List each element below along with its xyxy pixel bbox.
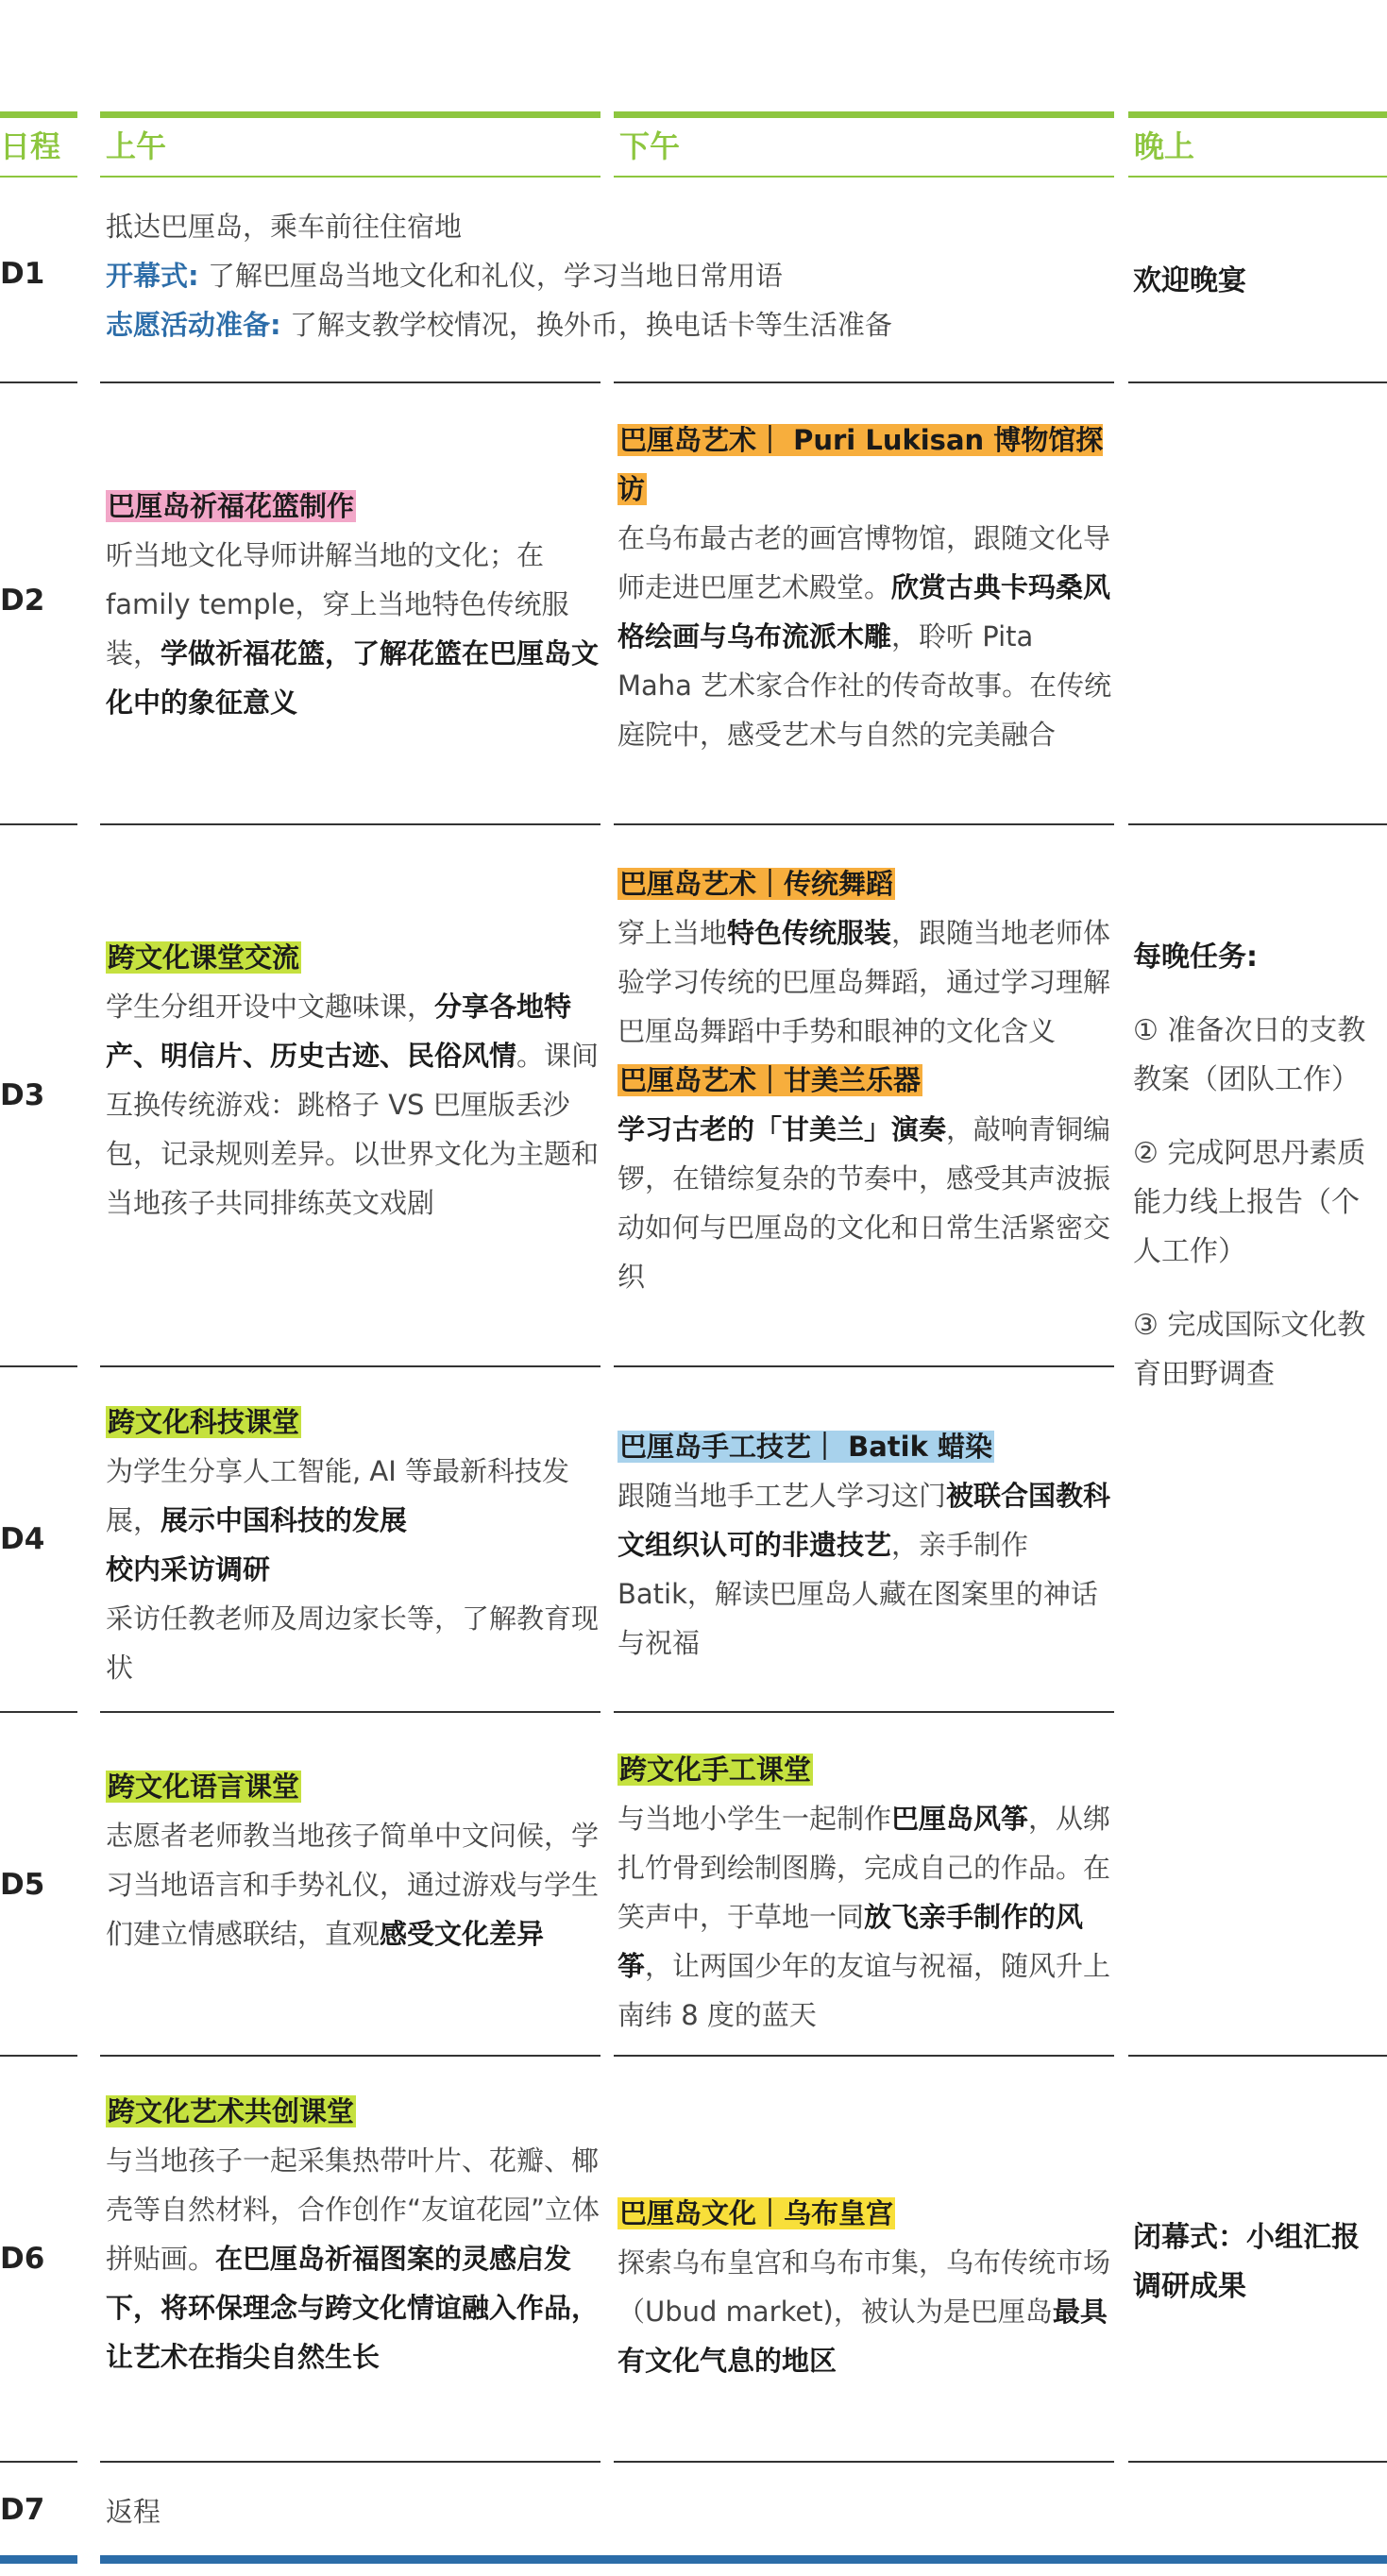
row-divider: [614, 2055, 1114, 2057]
d3-dance-bold: 特色传统服装: [727, 917, 892, 949]
d6-morning-bold1: 在巴厘岛祈福图案的灵感启发下，将环保理念与跨文化情谊融入作品，让艺术在指尖自然生长: [106, 2243, 600, 2373]
d1-prep-text: 了解支教学校情况，换外币，换电话卡等生活准备: [289, 309, 892, 341]
d2-morning-tag: 巴厘岛祈福花篮制作: [108, 490, 355, 522]
header-evening-label: 晚上: [1134, 128, 1195, 164]
evening-tasks: [1133, 933, 1379, 1399]
row-divider: [1128, 381, 1387, 383]
d4-afternoon-text2: ，亲手制作 Batik，解读巴厘岛人藏在图案里的神话与祝福: [617, 1529, 1098, 1659]
d2-afternoon-cell: [617, 415, 1114, 759]
d5-afternoon-bold1: 巴厘岛风筝: [891, 1803, 1029, 1835]
d5-afternoon-cell: [617, 1745, 1114, 2040]
day-label-d3: D3: [0, 1078, 45, 1112]
d6-afternoon-tag: 巴厘岛文化｜乌布皇宫: [619, 2197, 894, 2229]
d5-morning-cell: [106, 1762, 600, 1958]
d2-morning-cell: [106, 482, 600, 727]
d1-evening-text: 欢迎晚宴: [1133, 264, 1246, 297]
d1-main-cell: [106, 202, 1116, 349]
row-divider: [100, 381, 600, 383]
d3-dance-para: [617, 859, 1114, 1056]
d5-afternoon-para: [617, 1745, 1114, 2040]
d3-morning-text1: 学生分组开设中文趣味课，: [106, 991, 435, 1023]
d5-morning-text1: 志愿者老师教当地孩子简单中文问候，学习当地语言和手势礼仪，通过游戏与学生们建立情感联结，直观: [106, 1820, 600, 1950]
d5-afternoon-tag: 跨文化手工课堂: [619, 1754, 812, 1786]
d4-afternoon-text1: 跟随当地手工艺人学习这门: [617, 1480, 947, 1512]
row-divider: [0, 1711, 77, 1713]
d5-morning-bold1: 感受文化差异: [380, 1918, 545, 1950]
d2-afternoon-text1: 在乌布最古老的画宫博物馆，跟随文化导师走进巴厘艺术殿堂。: [617, 522, 1111, 603]
d3-dance-text1b: ，跟随当地老师体验学习传统的巴厘岛舞蹈，通过学习理解巴厘岛舞蹈中手势和眼神的文化含义: [617, 917, 1111, 1047]
d1-line2: [106, 251, 1116, 300]
day-label-d1: D1: [0, 257, 45, 291]
d1-opening-label: 开幕式:: [106, 260, 199, 292]
d4-afternoon-tag: 巴厘岛手工技艺｜ Batik 蜡染: [619, 1431, 992, 1463]
d2-afternoon-text2: ，聆听 Pita Maha 艺术家合作社的传奇故事。在传统庭院中，感受艺术与自然的完美融合: [617, 620, 1112, 751]
evening-task-1: ① 准备次日的支教教案（团队工作）: [1133, 1014, 1366, 1096]
header-day-label: 日程: [0, 128, 61, 164]
d5-afternoon-text1: 与当地小学生一起制作: [617, 1803, 892, 1835]
row-divider: [0, 1365, 77, 1367]
row-divider: [0, 823, 77, 825]
spacer: [1133, 982, 1379, 1007]
spacer: [1133, 1105, 1379, 1129]
row-divider: [100, 1365, 600, 1367]
header-day: [0, 111, 77, 178]
row-divider: [614, 823, 1114, 825]
d1-opening-text: 了解巴厘岛当地文化和礼仪，学习当地日常用语: [207, 260, 783, 292]
row-divider: [1128, 2461, 1387, 2463]
d1-prep-label: 志愿活动准备:: [106, 309, 281, 341]
d3-dance-text1a: 穿上当地: [617, 917, 728, 949]
day-label-d5: D5: [0, 1868, 45, 1902]
d1-line3: [106, 300, 1116, 349]
header-evening: [1128, 111, 1387, 178]
d4-morning-bold1: 展示中国科技的发展: [161, 1504, 408, 1536]
d5-morning-tag: 跨文化语言课堂: [108, 1771, 300, 1803]
d3-gamelan-para: [617, 1056, 1114, 1301]
d3-morning-para: [106, 933, 600, 1228]
row-divider: [614, 1711, 1114, 1713]
d3-gamelan-bold: 学习古老的「甘美兰」演奏: [617, 1113, 947, 1145]
d2-morning-bold1: 学做祈福花篮，了解花篮在巴厘岛文化中的象征意义: [106, 637, 600, 719]
row-divider: [100, 1711, 600, 1713]
d4-afternoon-para: [617, 1422, 1114, 1668]
d5-afternoon-text2: ，从绑扎竹骨到绘制图腾，完成自己的作品。在笑声中，于草地一同: [617, 1803, 1111, 1933]
d4-morning-cell: [106, 1398, 600, 1692]
d6-morning-text1: 与当地孩子一起采集热带叶片、花瓣、椰壳等自然材料，合作创作“友谊花园”立体拼贴画。: [106, 2144, 600, 2275]
d4-afternoon-bold1: 被联合国教科文组织认可的非遗技艺: [617, 1480, 1111, 1561]
evening-tasks-title: 每晚任务:: [1133, 941, 1258, 974]
d3-morning-bold1: 分享各地特产、明信片、历史古迹、民俗风情: [106, 991, 572, 1072]
header-morning: [100, 111, 600, 178]
row-divider: [100, 2461, 600, 2463]
spacer: [1133, 1277, 1379, 1301]
header-morning-label: 上午: [106, 128, 167, 164]
day-label-d2: D2: [0, 584, 45, 618]
d3-afternoon-cell: [617, 859, 1114, 1301]
d3-gamelan-tag: 巴厘岛艺术｜甘美兰乐器: [619, 1064, 922, 1096]
d1-line1: 抵达巴厘岛，乘车前往住宿地: [106, 211, 463, 243]
row-divider: [0, 2055, 77, 2057]
d4-morning-text1: 为学生分享人工智能, AI 等最新科技发展，: [106, 1455, 570, 1536]
evening-task-3: ③ 完成国际文化教育田野调查: [1133, 1309, 1366, 1391]
d5-morning-para: [106, 1762, 600, 1958]
d5-afternoon-text3: ，让两国少年的友谊与祝福，随风升上南纬 8 度的蓝天: [617, 1950, 1111, 2031]
d3-gamelan-text: ，敲响青铜编锣，在错综复杂的节奏中，感受其声波振动如何与巴厘岛的文化和日常生活紧密交织: [617, 1113, 1111, 1293]
d2-afternoon-tag: 巴厘岛艺术｜ Puri Lukisan 博物馆探访: [617, 424, 1104, 505]
row-divider: [614, 1365, 1114, 1367]
d4-morning-bold2: 校内采访调研: [106, 1553, 271, 1585]
row-divider: [1128, 823, 1387, 825]
d4-afternoon-cell: [617, 1422, 1114, 1668]
d6-afternoon-text1: 探索乌布皇宫和乌布市集，乌布传统市场（Ubud market)，被认为是巴厘岛: [617, 2246, 1111, 2328]
d2-morning-text1: 听当地文化导师讲解当地的文化；在family temple，穿上当地特色传统服装，: [106, 539, 569, 669]
d2-afternoon-bold1: 欣赏古典卡玛桑风格绘画与乌布流派木雕: [617, 571, 1111, 652]
d5-afternoon-bold2: 放飞亲手制作的风筝: [617, 1901, 1084, 1982]
d7-cell: [106, 2487, 600, 2536]
d3-morning-cell: [106, 933, 600, 1228]
bottom-rule: [100, 2555, 1387, 2564]
header-afternoon: [614, 111, 1114, 178]
d6-morning-cell: [106, 2087, 600, 2381]
d3-morning-text2: 。课间互换传统游戏：跳格子 VS 巴厘版丢沙包，记录规则差异。以世界文化为主题和当地孩子共同排练英文戏剧: [106, 1040, 600, 1219]
d3-dance-tag: 巴厘岛艺术｜传统舞蹈: [619, 868, 894, 900]
d6-afternoon-cell: [617, 2189, 1114, 2385]
d6-afternoon-bold1: 最具有文化气息的地区: [617, 2296, 1108, 2377]
d6-evening-text: 闭幕式：小组汇报调研成果: [1133, 2221, 1360, 2303]
d3-morning-tag: 跨文化课堂交流: [108, 941, 300, 974]
d4-morning-para: [106, 1398, 600, 1692]
row-divider: [100, 823, 600, 825]
d6-afternoon-para: [617, 2189, 1114, 2385]
row-divider: [100, 2055, 600, 2057]
evening-task-2: ② 完成阿思丹素质能力线上报告（个人工作）: [1133, 1137, 1366, 1268]
row-divider: [0, 2461, 77, 2463]
row-divider: [614, 381, 1114, 383]
d6-evening: [1133, 2213, 1379, 2312]
row-divider: [0, 381, 77, 383]
day-label-d4: D4: [0, 1522, 45, 1556]
header-afternoon-label: 下午: [619, 128, 681, 164]
day-label-d6: D6: [0, 2242, 45, 2276]
d1-evening: [1133, 257, 1379, 306]
row-divider: [614, 2461, 1114, 2463]
d6-morning-para: [106, 2087, 600, 2381]
bottom-rule: [0, 2555, 77, 2564]
row-divider: [1128, 2055, 1387, 2057]
d2-morning-para: [106, 482, 600, 727]
d6-morning-tag: 跨文化艺术共创课堂: [108, 2095, 355, 2127]
d4-morning-text2: 采访任教老师及周边家长等，了解教育现状: [106, 1602, 600, 1684]
d7-text: 返程: [106, 2496, 161, 2528]
d4-morning-tag: 跨文化科技课堂: [108, 1406, 300, 1438]
d2-afternoon-para: [617, 415, 1114, 759]
day-label-d7: D7: [0, 2493, 45, 2527]
